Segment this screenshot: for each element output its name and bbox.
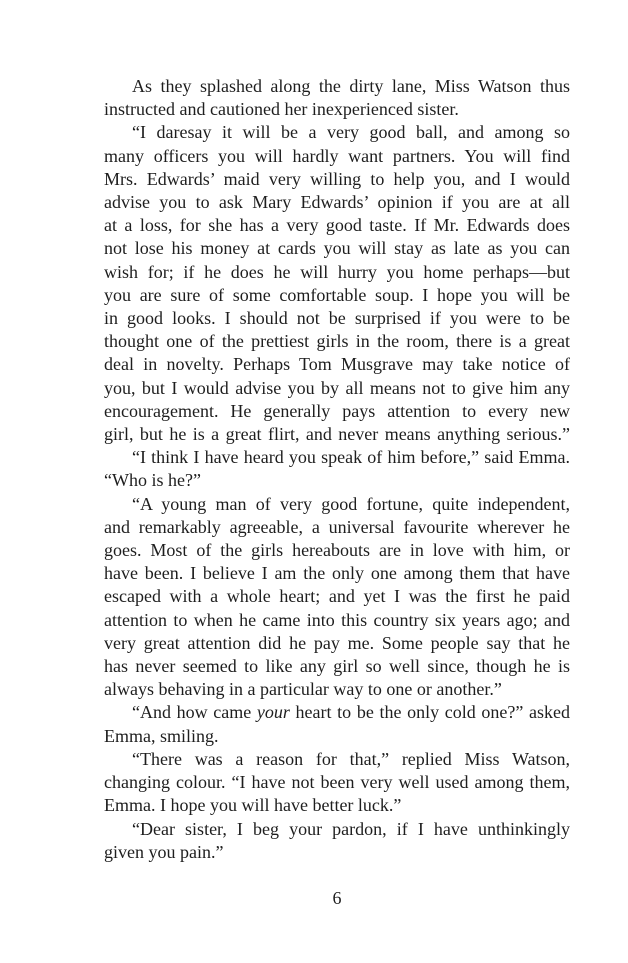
text-line: Emma. I hope you will have better luck.”	[104, 795, 402, 816]
paragraph	[104, 701, 570, 747]
text-segment: heart to be the only cold one?” asked	[289, 702, 570, 723]
text-line: changing colour. “I have not been very well used among them,	[104, 772, 570, 793]
text-line: many officers you will hardly want partners. You will find	[104, 145, 570, 166]
italic-word: your	[256, 702, 290, 723]
text-line: “Dear sister, I beg your pardon, if I have unthinkingly	[132, 818, 570, 839]
text-line: As they splashed along the dirty lane, Miss Watson thus	[132, 76, 570, 96]
text-line: advise you to ask Mary Edwards’ opinion if you are at all	[104, 192, 570, 213]
paragraph	[104, 75, 570, 121]
text-line: Mrs. Edwards’ maid very willing to help you, and I would	[104, 168, 570, 189]
text-line: Emma, smiling.	[104, 725, 219, 746]
text-line: attention to when he came into this country six years ago; and	[104, 609, 570, 630]
text-line: thought one of the prettiest girls in the room, there is a great	[104, 331, 570, 352]
text-line: “A young man of very good fortune, quite independent,	[132, 493, 570, 514]
text-line: “There was a reason for that,” replied Miss Watson,	[132, 748, 570, 769]
text-line: very great attention did he pay me. Some people say that he	[104, 632, 570, 653]
text-line: and remarkably agreeable, a universal favourite wherever he	[104, 516, 570, 537]
text-line: deal in novelty. Perhaps Tom Musgrave may take notice of	[104, 354, 570, 375]
text-line: “I think I have heard you speak of him before,” said Emma.	[132, 447, 570, 468]
paragraph	[104, 446, 570, 492]
text-line: goes. Most of the girls hereabouts are in love with him, or	[104, 540, 570, 561]
paragraph	[104, 121, 570, 446]
text-line	[104, 701, 570, 724]
text-line: always behaving in a particular way to one or another.”	[104, 679, 502, 700]
text-line: instructed and cautioned her inexperienced sister.	[104, 99, 459, 120]
text-line: given you pain.”	[104, 841, 224, 862]
text-line: you, but I would advise you by all means not to give him any	[104, 377, 570, 398]
text-line: have been. I believe I am the only one among them that have	[104, 563, 570, 584]
text-line: encouragement. He generally pays attention to every new	[104, 400, 570, 421]
text-line: you are sure of some comfortable soup. I hope you will be	[104, 284, 570, 305]
text-line: escaped with a whole heart; and yet I was the first he paid	[104, 586, 570, 607]
text-segment: “And how came	[132, 702, 257, 723]
text-line: in good looks. I should not be surprised if you were to be	[104, 308, 570, 329]
text-line: not lose his money at cards you will stay as late as you can	[104, 238, 570, 259]
text-block	[104, 75, 570, 864]
paragraph	[104, 493, 570, 702]
page-number: 6	[332, 888, 342, 908]
text-line: girl, but he is a great flirt, and never means anything serious.”	[104, 424, 570, 445]
text-line: “Who is he?”	[104, 470, 201, 491]
text-line: has never seemed to like any girl so well since, though he is	[104, 656, 570, 677]
text-line: wish for; if he does he will hurry you home perhaps—but	[104, 261, 570, 282]
text-line: at a loss, for she has a very good taste. If Mr. Edwards does	[104, 215, 570, 236]
text-line: “I daresay it will be a very good ball, and among so	[132, 122, 570, 143]
paragraph	[104, 818, 570, 864]
paragraph	[104, 748, 570, 818]
